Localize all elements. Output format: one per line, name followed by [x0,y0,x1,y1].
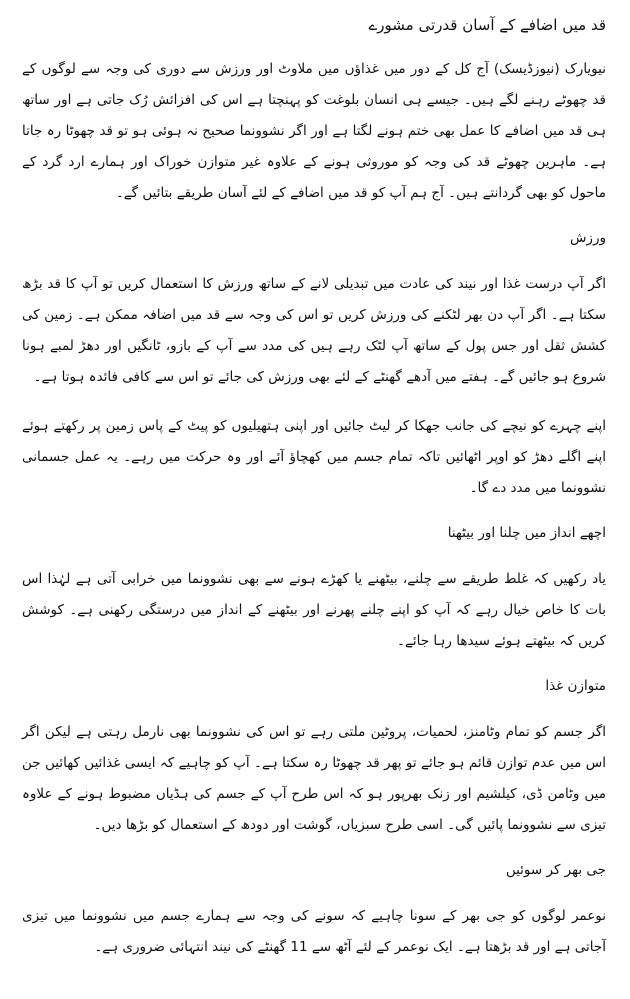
section-heading-diet: متوازن غذا [545,678,606,694]
sleep-paragraph: نوعمر لوگوں کو جی بھر کے سونا چاہیے کہ سونے کی وجہ سے ہمارے جسم میں نشوونما میں تیزی آجاتی ہے اور قد بڑھتا ہے۔ ایک نوعمر کے لئے آٹھ سے 11 گھنٹے کی نیند انتہائی ضروری ہے۔ [22,908,606,955]
exercise-paragraph-1: اگر آپ درست غذا اور نیند کی عادت میں تبدیلی لانے کے ساتھ ورزش کا استعمال کریں تو آپ کا قد بڑھ سکتا ہے۔ اگر آپ دن بھر لٹکنے کی ورزش کریں تو اس کی وجہ سے قد میں اضافہ ممکن ہے۔ زمین کی کشش ثقل اور جس پول کے ساتھ آپ لٹک رہے ہیں کی مدد سے آپ کے بازو، ٹانگیں اور دھڑ لمبے ہونا شروع ہو جائیں گے۔ ہفتے میں آدھے گھنٹے کے لئے بھی ورزش کی جائے تو اس سے کافی فائدہ ہوتا ہے۔ [22,276,606,385]
article-title: قد میں اضافے کے آسان قدرتی مشورے [368,16,606,34]
intro-paragraph: نیویارک (نیوزڈیسک) آج کل کے دور میں غذاؤں میں ملاوٹ اور ورزش سے دوری کی وجہ سے لوگوں کے قد چھوٹے رہنے لگے ہیں۔ جیسے ہی انسان بلوغت کو پہنچتا ہے اس کی افزائش رُک جاتی ہے اور ساتھ ہی قد میں اضافے کا عمل بھی ختم ہونے لگتا ہے اور اگر نشوونما صحیح نہ ہوئی ہو تو قد چھوٹا رہ جاتا ہے۔ ماہرین چھوٹے قد کی وجہ کو موروثی ہونے کے علاوہ غیر متوازن خوراک اور ہمارے ارد گرد کے ماحول کو بھی گردانتے ہیں۔ آج ہم آپ کو قد میں اضافے کے لئے آسان طریقے بتائیں گے۔ [22,61,606,201]
section-heading-exercise: ورزش [569,230,606,246]
section-heading-sleep: جی بھر کر سوئیں [505,862,606,878]
diet-paragraph: اگر جسم کو تمام وٹامنز، لحمیات، پروٹین ملتی رہے تو اس کی نشوونما بھی نارمل رہتی ہے لیکن اگر اس میں عدم توازن قائم ہو جائے تو پھر قد چھوٹا رہ سکتا ہے۔ آپ کو چاہیے کہ ایسی غذائیں کھائیں جن میں وٹامن ڈی، کیلشیم اور زنک بھرپور ہو کہ اس طرح آپ کے جسم کی ہڈیاں مضبوط ہونے کے علاوہ تیزی سے نشوونما پائیں گی۔ اسی طرح سبزیاں، گوشت اور دودھ کے استعمال کو بڑھا دیں۔ [22,724,606,833]
section-heading-posture: اچھے انداز میں چلنا اور بیٹھنا [447,525,606,541]
posture-paragraph: یاد رکھیں کہ غلط طریقے سے چلنے، بیٹھنے یا کھڑے ہونے سے بھی نشوونما میں خرابی آتی ہے لہٰذا اس بات کا خاص خیال رہے کہ آپ کو اپنے چلنے پھرنے اور بیٹھنے کے انداز میں درستگی رکھنی ہے۔ کوشش کریں کہ بیٹھتے ہوئے سیدھا رہا جائے۔ [22,571,606,649]
exercise-paragraph-2: اپنے چہرے کو نیچے کی جانب جھکا کر لیٹ جائیں اور اپنی ہتھیلیوں کو پیٹ کے پاس زمین پر رکھتے ہوئے اپنے اگلے دھڑ کو اوپر اٹھائیں تاکہ تمام جسم میں کھچاؤ آئے اور وہ حرکت میں رہے۔ یہ عمل جسمانی نشوونما میں مدد دے گا۔ [22,418,606,496]
